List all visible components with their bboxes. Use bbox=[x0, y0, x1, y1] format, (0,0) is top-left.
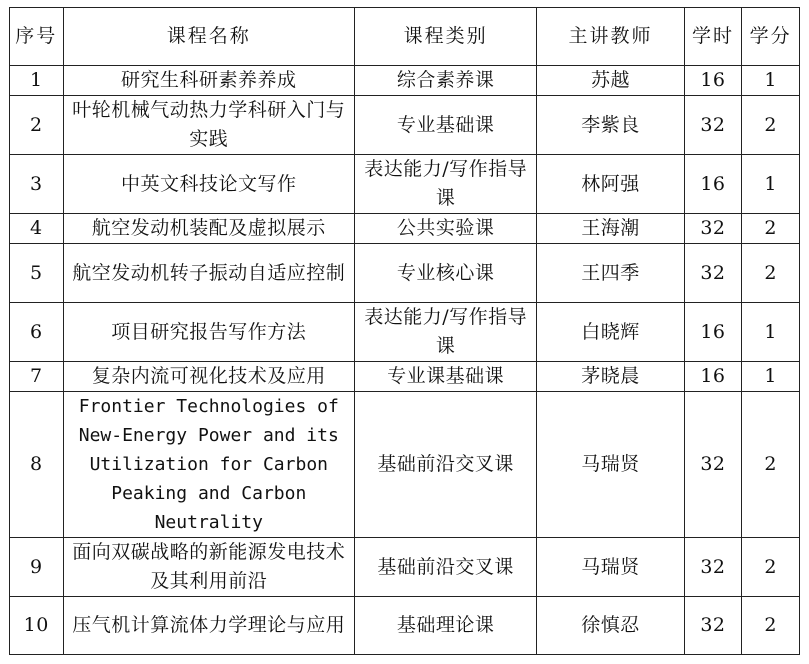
cell-credits: 2 bbox=[742, 244, 800, 303]
cell-hours: 16 bbox=[684, 66, 742, 96]
cell-index: 8 bbox=[10, 392, 64, 538]
cell-hours: 16 bbox=[684, 362, 742, 392]
table-row bbox=[10, 155, 800, 214]
header-index: 序号 bbox=[10, 8, 64, 66]
cell-credits: 1 bbox=[742, 303, 800, 362]
header-hours: 学时 bbox=[684, 8, 742, 66]
cell-category: 专业课基础课 bbox=[355, 362, 537, 392]
cell-credits: 1 bbox=[742, 362, 800, 392]
cell-category: 专业核心课 bbox=[355, 244, 537, 303]
cell-name: 压气机计算流体力学理论与应用 bbox=[63, 597, 354, 655]
cell-teacher: 林阿强 bbox=[537, 155, 684, 214]
cell-teacher: 徐慎忍 bbox=[537, 597, 684, 655]
cell-hours: 16 bbox=[684, 303, 742, 362]
cell-credits: 2 bbox=[742, 96, 800, 155]
cell-name: 航空发动机转子振动自适应控制 bbox=[63, 244, 354, 303]
header-credits: 学分 bbox=[742, 8, 800, 66]
cell-name: 项目研究报告写作方法 bbox=[63, 303, 354, 362]
cell-teacher: 马瑞贤 bbox=[537, 392, 684, 538]
cell-hours: 32 bbox=[684, 96, 742, 155]
cell-category: 基础前沿交叉课 bbox=[355, 392, 537, 538]
cell-hours: 32 bbox=[684, 392, 742, 538]
cell-category: 综合素养课 bbox=[355, 66, 537, 96]
cell-index: 5 bbox=[10, 244, 64, 303]
cell-name: 叶轮机械气动热力学科研入门与实践 bbox=[63, 96, 354, 155]
table-row bbox=[10, 538, 800, 597]
cell-name: 研究生科研素养养成 bbox=[63, 66, 354, 96]
cell-credits: 2 bbox=[742, 392, 800, 538]
cell-hours: 32 bbox=[684, 244, 742, 303]
cell-teacher: 白晓辉 bbox=[537, 303, 684, 362]
cell-credits: 2 bbox=[742, 597, 800, 655]
cell-category: 表达能力/写作指导课 bbox=[355, 303, 537, 362]
cell-category: 表达能力/写作指导课 bbox=[355, 155, 537, 214]
table-row bbox=[10, 96, 800, 155]
cell-name: 中英文科技论文写作 bbox=[63, 155, 354, 214]
cell-teacher: 李紫良 bbox=[537, 96, 684, 155]
cell-credits: 2 bbox=[742, 538, 800, 597]
cell-index: 7 bbox=[10, 362, 64, 392]
header-row bbox=[10, 8, 800, 66]
course-table bbox=[9, 7, 800, 655]
cell-name: Frontier Technologies of New-Energy Power and its Utilization for Carbon Peaking and Carbon Neutrality bbox=[63, 392, 354, 538]
course-table-container bbox=[9, 7, 800, 655]
table-row bbox=[10, 362, 800, 392]
cell-teacher: 王四季 bbox=[537, 244, 684, 303]
cell-category: 专业基础课 bbox=[355, 96, 537, 155]
table-row bbox=[10, 303, 800, 362]
cell-index: 1 bbox=[10, 66, 64, 96]
header-name: 课程名称 bbox=[63, 8, 354, 66]
header-category: 课程类别 bbox=[355, 8, 537, 66]
cell-hours: 16 bbox=[684, 155, 742, 214]
cell-name: 面向双碳战略的新能源发电技术及其利用前沿 bbox=[63, 538, 354, 597]
table-row bbox=[10, 66, 800, 96]
cell-name: 航空发动机装配及虚拟展示 bbox=[63, 214, 354, 244]
cell-index: 4 bbox=[10, 214, 64, 244]
cell-index: 6 bbox=[10, 303, 64, 362]
cell-hours: 32 bbox=[684, 214, 742, 244]
table-row bbox=[10, 392, 800, 538]
cell-index: 9 bbox=[10, 538, 64, 597]
cell-name: 复杂内流可视化技术及应用 bbox=[63, 362, 354, 392]
cell-index: 3 bbox=[10, 155, 64, 214]
cell-category: 公共实验课 bbox=[355, 214, 537, 244]
cell-hours: 32 bbox=[684, 538, 742, 597]
header-teacher: 主讲教师 bbox=[537, 8, 684, 66]
table-row bbox=[10, 597, 800, 655]
cell-teacher: 苏越 bbox=[537, 66, 684, 96]
cell-hours: 32 bbox=[684, 597, 742, 655]
cell-teacher: 王海潮 bbox=[537, 214, 684, 244]
cell-credits: 1 bbox=[742, 66, 800, 96]
cell-category: 基础前沿交叉课 bbox=[355, 538, 537, 597]
cell-index: 10 bbox=[10, 597, 64, 655]
cell-category: 基础理论课 bbox=[355, 597, 537, 655]
table-row bbox=[10, 214, 800, 244]
cell-credits: 1 bbox=[742, 155, 800, 214]
cell-teacher: 马瑞贤 bbox=[537, 538, 684, 597]
cell-teacher: 茅晓晨 bbox=[537, 362, 684, 392]
cell-credits: 2 bbox=[742, 214, 800, 244]
cell-index: 2 bbox=[10, 96, 64, 155]
table-row bbox=[10, 244, 800, 303]
